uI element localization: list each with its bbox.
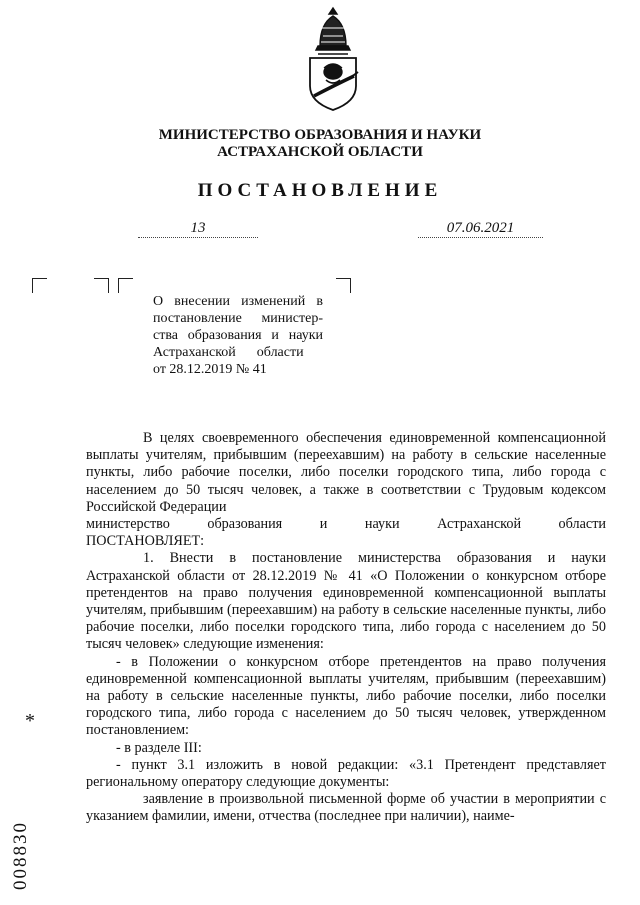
coat-of-arms-emblem (296, 6, 370, 118)
subject-line: О внесении изменений в (153, 294, 323, 309)
margin-star-mark: * (25, 710, 35, 732)
document-number: 13 (138, 219, 258, 238)
subject-line: от 28.12.2019 № 41 (153, 362, 267, 377)
corner-bracket-top-left (32, 278, 47, 293)
ministry-name-line1: МИНИСТЕРСТВО ОБРАЗОВАНИЯ И НАУКИ (158, 127, 482, 143)
document-subject (153, 293, 323, 378)
document-date: 07.06.2021 (418, 219, 543, 238)
body-paragraph: В целях своевременного обеспечения единовременной компенсационной выплаты учителям, прибывшим (переехавшим) на работу в сельские населенные пункты, либо рабочие поселки, либо поселки городского типа, либо города с населением до 50 тысяч человек, а также в соответствии с Трудовым кодексом Российской Федерации (86, 430, 606, 515)
corner-bracket-mid-left (94, 278, 109, 293)
document-id-text: 008830 (10, 821, 31, 890)
corner-bracket-top-right (336, 278, 351, 293)
margin-document-id (10, 740, 50, 900)
body-paragraph: - в разделе III: (116, 739, 202, 756)
subject-line: ства образования и науки (153, 328, 323, 343)
body-paragraph: - в Положении о конкурсном отборе претендентов на право получения единовременной компенсационной выплаты учителям, прибывшим (переехавшим) на работу в сельские населенные пункты, либо рабочие поселки, либо поселки городского типа, либо города с населением до 50 тысяч человек, утвержденном постановлением: (86, 653, 606, 739)
body-paragraph: министерство образования и науки Астраханской области (86, 516, 606, 533)
subject-line: постановление министер- (153, 311, 323, 326)
subject-line: Астраханской области (153, 345, 304, 360)
body-paragraph: 1. Внести в постановление министерства образования и науки Астраханской области от 28.12.2019 № 41 «О Положении о конкурсном отборе претендентов на право получения единовременной компенсационной выплаты учителям, прибывшим (переехавшим) на работу в сельские населенные пункты, либо рабочие поселки, либо поселки городского типа, либо города с населением до 50 тысяч человек» следующие изменения: (86, 550, 606, 653)
document-type-title: ПОСТАНОВЛЕНИЕ (197, 180, 443, 201)
body-paragraph: заявление в произвольной письменной форме об участии в мероприятии с указанием фамилии, имени, отчества (последнее при наличии), наиме- (86, 791, 606, 825)
body-paragraph: ПОСТАНОВЛЯЕТ: (86, 533, 205, 550)
corner-bracket-mid-right (118, 278, 133, 293)
ministry-name-line2: АСТРАХАНСКОЙ ОБЛАСТИ (217, 144, 423, 160)
body-paragraph: - пункт 3.1 изложить в новой редакции: «3.1 Претендент представляет региональному оператору следующие документы: (86, 756, 606, 791)
document-body (86, 430, 606, 826)
